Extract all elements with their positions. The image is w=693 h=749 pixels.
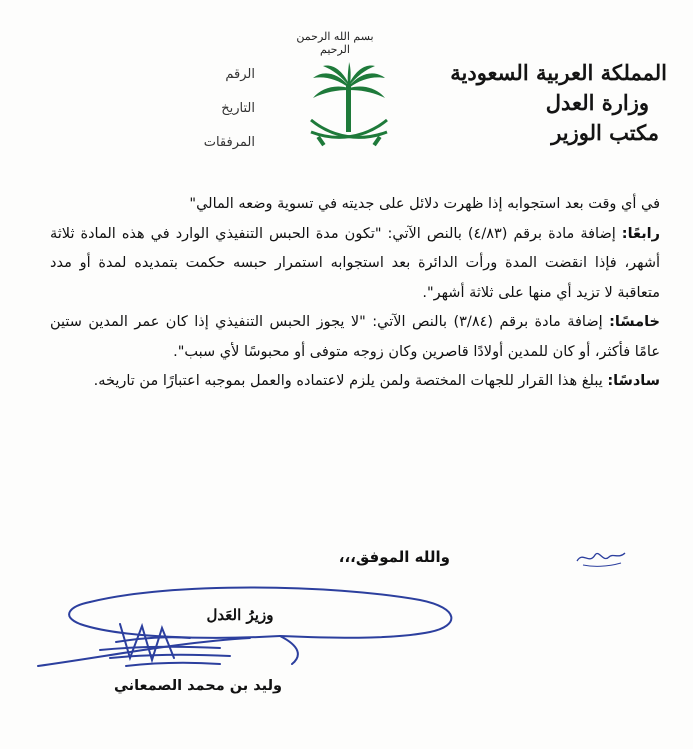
signatory-name: وليد بن محمد الصمعاني: [113, 678, 283, 694]
signatory-title: وزيرُ العَدل: [206, 606, 274, 624]
item-sixth: [50, 367, 660, 397]
reference-fields: [145, 58, 255, 160]
ref-date-label: التاريخ: [221, 101, 255, 116]
letter-body: [50, 190, 660, 397]
closing-phrase: والله الموفق،،،: [338, 548, 450, 566]
ref-attachments-label: المرفقات: [203, 135, 255, 150]
item-text: إضافة مادة برقم (٣/٨٤) بالنص الآتي: "لا يجوز الحبس التنفيذي إذا كان عمر المدين ستين عامًا فأكثر، أو كان للمدين أولادًا قاصرين وكان زوجه متوفى أو محبوسًا لأي سبب".: [50, 314, 660, 360]
item-text: يبلغ هذا القرار للجهات المختصة ولمن يلزم لاعتماده والعمل بموجبه اعتبارًا من تاريخه.: [93, 373, 608, 389]
item-label: سادسًا:: [607, 373, 660, 389]
intro-paragraph: في أي وقت بعد استجوابه إذا ظهرت دلائل على جديته في تسوية وضعه المالي": [189, 196, 660, 212]
item-label: رابعًا:: [621, 225, 660, 242]
ministry-line-office: مكتب الوزير: [551, 120, 659, 145]
item-label: خامسًا:: [609, 314, 660, 330]
item-fifth: [50, 308, 660, 367]
item-fourth: [50, 220, 660, 309]
item-text: إضافة مادة برقم (٤/٨٣) بالنص الآتي: "تكون مدة الحبس التنفيذي الوارد في هذه المادة ثلاثة أشهر، فإذا انقضت المدة ورأت الدائرة بعد استجوابه استمرار حبسه حكمت بتمديده لمدة أو مدد متعاقبة لا تزيد أي منها على ثلاثة أشهر".: [50, 225, 660, 301]
handwritten-signature: [30, 580, 470, 680]
basmala: بسم الله الرحمن الرحيم: [296, 30, 374, 56]
palm-and-crossed-swords-emblem-icon: [303, 62, 395, 158]
handwritten-annotation-initials: [573, 545, 628, 569]
ministry-line-country: المملكة العربية السعودية: [450, 60, 667, 85]
ref-number-label: الرقم: [225, 67, 255, 82]
ministry-header: [407, 58, 667, 148]
ministry-line-ministry: وزارة العدل: [545, 90, 649, 115]
